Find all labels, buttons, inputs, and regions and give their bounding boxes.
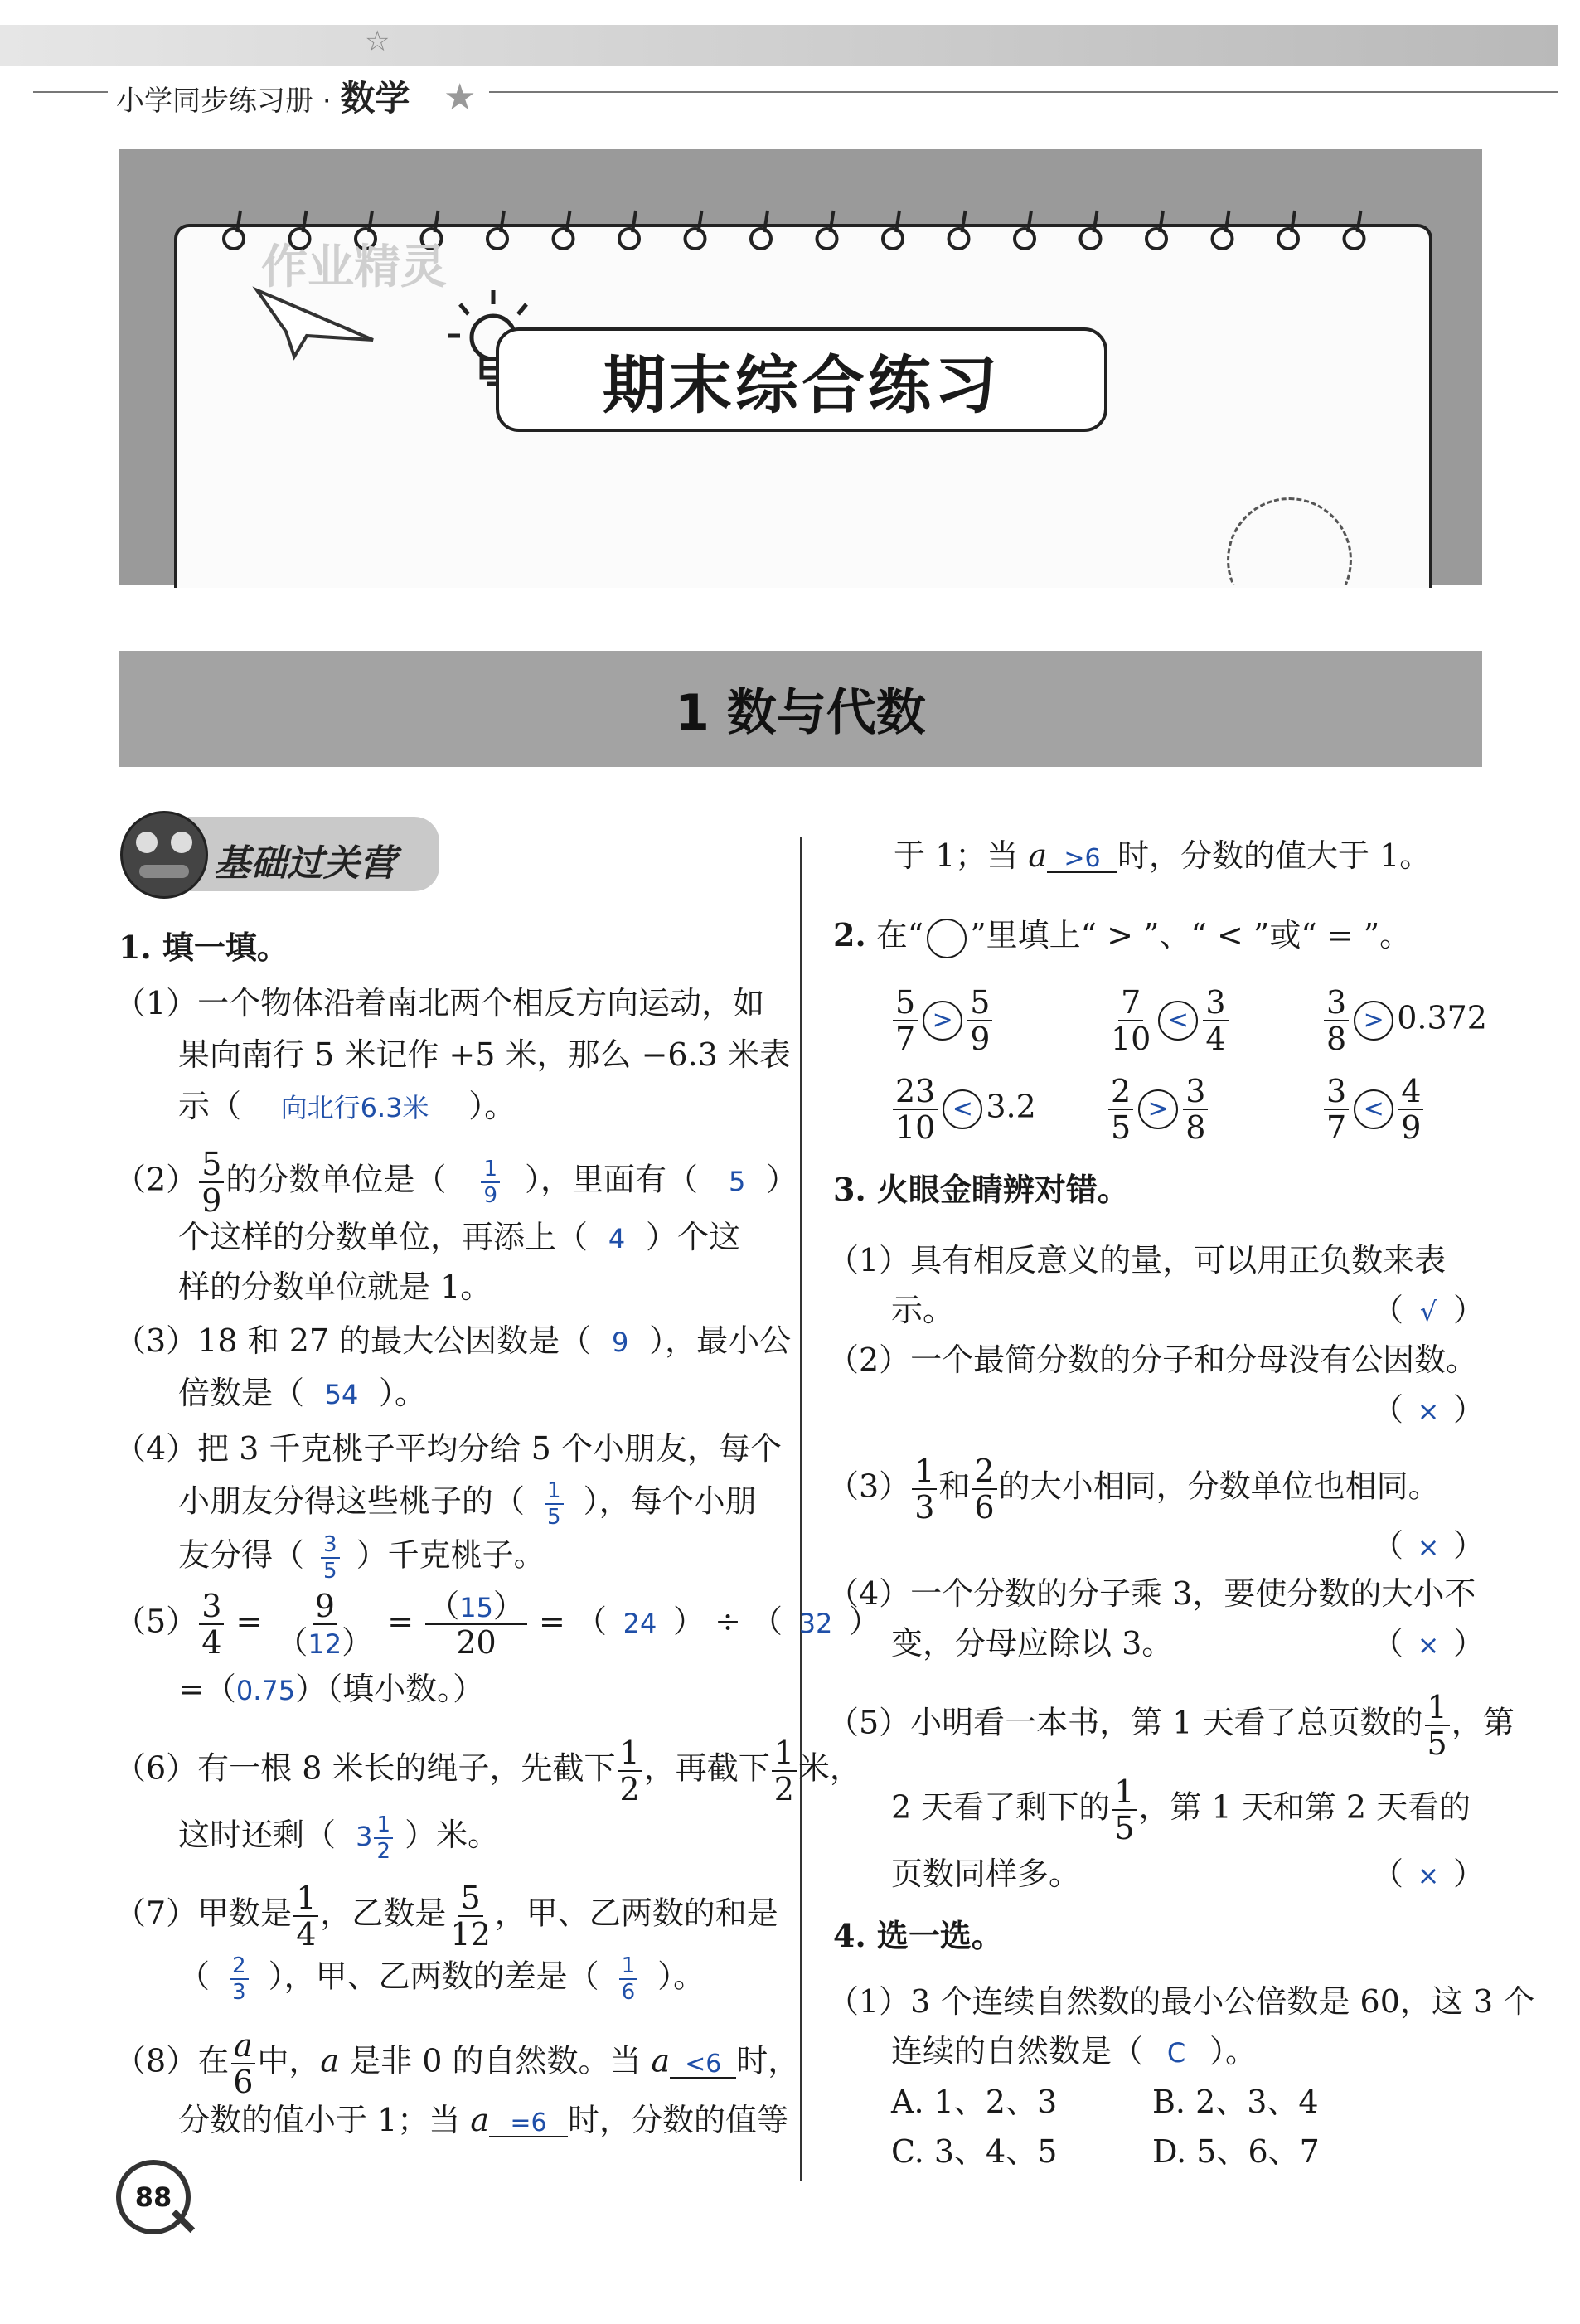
- badge-label: 基础过关营: [214, 842, 396, 885]
- answer: <6: [670, 2052, 736, 2079]
- spiral-hook: [831, 211, 834, 232]
- q3-3-line1: （3） $\frac{1}{3}$ 和 $\frac{2}{6}$ 的大小相同，分数单位也相同。: [827, 1453, 1440, 1526]
- q1-2-line2: 个这样的分数单位，再添上（ 4 ）个这: [178, 1219, 741, 1255]
- answer: C: [1166, 2037, 1186, 2069]
- spiral-hook: [567, 211, 570, 232]
- q3-1-line1: （1）具有相反意义的量，可以用正负数来表: [827, 1242, 1447, 1278]
- answer: $\frac{1}{5}$: [545, 1480, 564, 1528]
- frog-icon: [120, 811, 208, 899]
- header-title: 小学同步练习册 · 数学: [116, 78, 410, 119]
- spiral-ring: [554, 229, 574, 249]
- q3-1-line2: 示。: [891, 1292, 955, 1328]
- answer: >: [1138, 1089, 1178, 1129]
- spiral-ring: [1015, 229, 1035, 249]
- q1-1-line2: 果向南行 5 米记作 +5 米，那么 −6.3 米表: [178, 1036, 791, 1073]
- answer: $\frac{1}{6}$: [619, 1955, 638, 2003]
- spiral-hook: [1160, 211, 1163, 232]
- answer: 32: [798, 1607, 833, 1639]
- answer: 4: [608, 1223, 626, 1254]
- q1-4-line2: 小朋友分得这些桃子的（ $\frac{1}{5}$ ），每个小朋: [178, 1478, 757, 1530]
- spiral-hook: [303, 211, 307, 232]
- comparison: $\frac{2}{5}$ > $\frac{3}{8}$: [1107, 1075, 1209, 1143]
- answer: >: [923, 1001, 962, 1041]
- spiral-hook: [896, 211, 899, 232]
- spiral-hook: [237, 211, 240, 232]
- option-d: D. 5、6、7: [1152, 2133, 1320, 2170]
- q1-7-line1: （7）甲数是 $\frac{1}{4}$ ，乙数是 $\frac{5}{12}$ ，甲、乙两数的和是: [114, 1880, 778, 1953]
- answer: √: [1419, 1296, 1437, 1327]
- q3-2-mark: （ × ）: [1372, 1391, 1485, 1428]
- option-c: C. 3、4、5: [891, 2133, 1058, 2170]
- q1-8-line1: （8）在 $\frac{a}{6}$ 中，a 是非 0 的自然数。当 a <6 时，: [114, 2027, 800, 2100]
- answer: $\frac{1}{9}$: [481, 1158, 500, 1206]
- spiral-ring: [1213, 229, 1233, 249]
- q3-4-mark: （ × ）: [1372, 1625, 1485, 1662]
- spiral-hook: [962, 211, 966, 232]
- spiral-ring: [487, 229, 507, 249]
- q3-5-line2: 2 天看了剩下的 $\frac{1}{5}$ ，第 1 天和第 2 天看的: [891, 1773, 1471, 1846]
- q3-4-line2: 变，分母应除以 3。: [891, 1625, 1174, 1662]
- spiral-hook: [435, 211, 439, 232]
- dashed-circle: [1227, 497, 1352, 623]
- spiral-hook: [699, 211, 702, 232]
- answer: $\frac{3}{5}$: [321, 1534, 340, 1582]
- answer: 12: [308, 1628, 342, 1660]
- spiral-ring: [883, 229, 903, 249]
- q1-2-line3: 样的分数单位就是 1。: [178, 1269, 492, 1305]
- spiral-ring: [817, 229, 837, 249]
- answer: <: [943, 1089, 982, 1129]
- q3-title: 3. 火眼金睛辨对错。: [833, 1171, 1129, 1208]
- spiral-ring: [224, 229, 244, 249]
- watermark: 作业精灵: [261, 240, 447, 294]
- page-title: 期末综合练习: [603, 347, 1001, 422]
- spiral-ring: [619, 229, 639, 249]
- answer: =6: [489, 2111, 568, 2137]
- q4-1-line1: （1）3 个连续自然数的最小公倍数是 60，这 3 个: [827, 1983, 1535, 2020]
- spiral-hook: [1028, 211, 1031, 232]
- q1-3-line2: 倍数是（ 54 ）。: [178, 1375, 427, 1411]
- star-icon: ★: [443, 76, 477, 119]
- comparison: $\frac{7}{10}$ < $\frac{3}{4}$: [1107, 987, 1230, 1055]
- answer: >: [1354, 1001, 1393, 1041]
- q1-8-line3: 于 1；当 a >6 时，分数的值大于 1。: [894, 837, 1432, 874]
- spiral-ring: [751, 229, 771, 249]
- page-number-icon: [116, 2160, 191, 2234]
- answer: 15: [459, 1592, 493, 1623]
- q1-4-line1: （4）把 3 千克桃子平均分给 5 个小朋友，每个: [114, 1430, 782, 1467]
- section-title: 1 数与代数: [675, 684, 926, 742]
- q1-6-line2: 这时还剩（ 3 $\frac{1}{2}$ ）米。: [178, 1812, 500, 1864]
- q1-5-line2: =（0.75）（填小数。）: [178, 1671, 485, 1707]
- page-number: 88: [134, 2181, 172, 2213]
- comparison: $\frac{3}{8}$ > 0.372: [1322, 987, 1487, 1055]
- answer: 9: [611, 1327, 629, 1358]
- answer: 54: [324, 1379, 359, 1410]
- spiral-hook: [764, 211, 768, 232]
- spiral-hook: [632, 211, 636, 232]
- answer: <: [1158, 1001, 1198, 1041]
- q3-3-mark: （ × ）: [1372, 1527, 1485, 1564]
- section-bar: [119, 651, 1482, 767]
- header-bar: [0, 25, 1558, 66]
- q1-8-line2: 分数的值小于 1；当 a =6 时，分数的值等: [178, 2102, 789, 2138]
- spiral-hook: [369, 211, 372, 232]
- q4-title: 4. 选一选。: [833, 1917, 1003, 1954]
- column-divider: [800, 837, 802, 2181]
- answer: ×: [1417, 1395, 1440, 1427]
- spiral-ring: [1146, 229, 1166, 249]
- banner-title-box: [496, 327, 1107, 432]
- q1-6-line1: （6）有一根 8 米长的绳子，先截下 $\frac{1}{2}$ ，再截下 $\frac{1}{2}$ 米，: [114, 1735, 861, 1807]
- answer: $\frac{2}{3}$: [230, 1955, 249, 2003]
- header-rule-right: [489, 91, 1558, 93]
- spiral-ring: [1345, 229, 1364, 249]
- answer: 3 $\frac{1}{2}$: [356, 1821, 395, 1852]
- spiral-hook: [1226, 211, 1229, 232]
- q1-1-line3: 示（ 向北行6.3米 ）。: [178, 1088, 516, 1124]
- answer: 0.75: [235, 1675, 296, 1706]
- spiral-hook: [501, 211, 504, 232]
- q3-4-line1: （4）一个分数的分子乘 3，要使分数的大小不: [827, 1575, 1476, 1612]
- spiral-hook: [1094, 211, 1098, 232]
- q3-5-line3: 页数同样多。: [891, 1856, 1081, 1892]
- answer: 5: [728, 1165, 746, 1197]
- spiral-ring: [949, 229, 969, 249]
- q3-1-mark: （ √ ）: [1372, 1292, 1485, 1328]
- q4-1-line2: 连续的自然数是（ C ）。: [891, 2033, 1258, 2069]
- comparison: $\frac{3}{7}$ < $\frac{4}{9}$: [1322, 1075, 1425, 1143]
- q1-1-line1: （1）一个物体沿着南北两个相反方向运动，如: [114, 985, 765, 1021]
- answer: ×: [1417, 1629, 1440, 1661]
- comparison: $\frac{23}{10}$ < 3.2: [891, 1075, 1036, 1143]
- q1-4-line3: 友分得（ $\frac{3}{5}$ ）千克桃子。: [178, 1532, 545, 1584]
- q3-5-mark: （ × ）: [1372, 1856, 1485, 1892]
- answer: 24: [623, 1607, 657, 1639]
- spiral-hook: [1292, 211, 1295, 232]
- comparison: $\frac{5}{7}$ > $\frac{5}{9}$: [891, 987, 994, 1055]
- q2-title: 2. 在“ ”里填上“ > ”、“ < ”或“ = ”。: [833, 916, 1411, 958]
- paper-plane-icon: [249, 274, 381, 365]
- answer: <: [1354, 1089, 1393, 1129]
- blank-circle-icon: [927, 919, 967, 958]
- spiral-ring: [1278, 229, 1298, 249]
- option-a: A. 1、2、3: [891, 2084, 1058, 2120]
- q1-3-line1: （3）18 和 27 的最大公因数是（ 9 ），最小公: [114, 1322, 792, 1359]
- q1-5-line1: （5） $\frac{3}{4}$ = $\frac{9}{(12)}$ = $\frac{(15)}{20}$ = （ 24 ） ÷ （ 32 ）: [114, 1588, 881, 1661]
- option-b: B. 2、3、4: [1152, 2084, 1319, 2120]
- q1-title: 1. 填一填。: [119, 929, 288, 966]
- spiral-ring: [1081, 229, 1101, 249]
- answer: ×: [1417, 1531, 1440, 1563]
- spiral-ring: [686, 229, 705, 249]
- q3-5-line1: （5）小明看一本书，第 1 天看了总页数的 $\frac{1}{5}$ ，第: [827, 1689, 1515, 1762]
- header-rule-left: [33, 91, 108, 93]
- answer: 向北行6.3米: [280, 1092, 429, 1123]
- answer: ×: [1417, 1860, 1440, 1891]
- q3-2-line1: （2）一个最简分数的分子和分母没有公因数。: [827, 1342, 1478, 1378]
- q1-7-line2: （ $\frac{2}{3}$ ），甲、乙两数的差是（ $\frac{1}{6}$ ）。: [178, 1953, 705, 2005]
- answer: >6: [1047, 847, 1117, 873]
- q1-2-line1: （2） $\frac{5}{9}$ 的分数单位是（ $\frac{1}{9}$ ），里面有（ 5 ）: [114, 1146, 798, 1219]
- star-icon: ☆: [365, 25, 390, 58]
- spiral-hook: [1358, 211, 1361, 232]
